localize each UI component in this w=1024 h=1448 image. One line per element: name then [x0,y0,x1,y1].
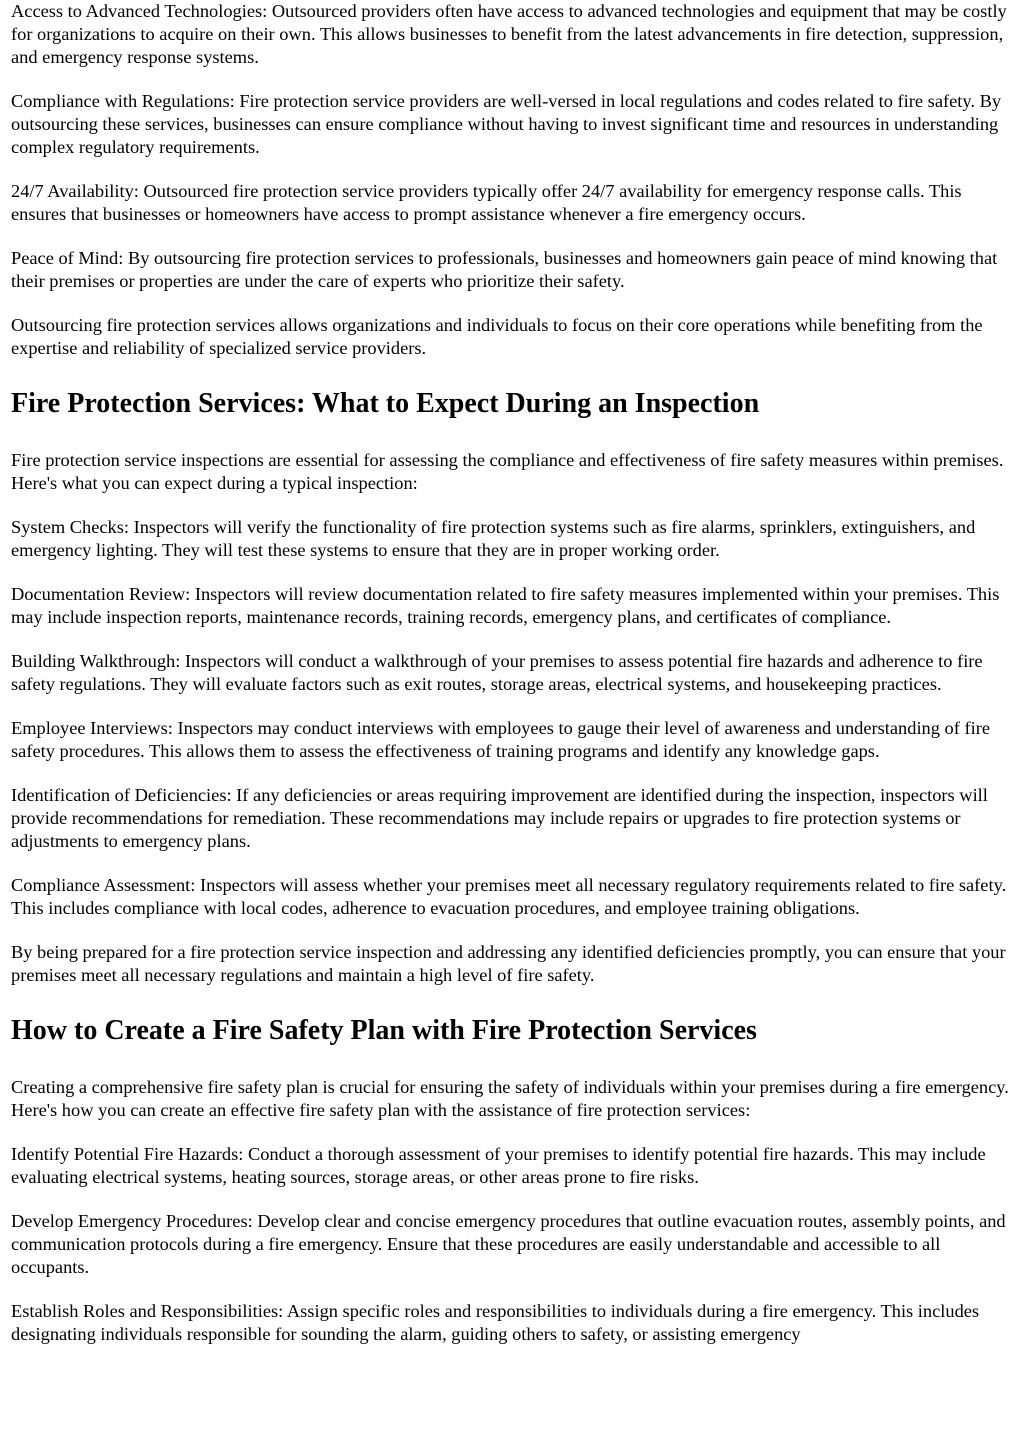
paragraph-inspection-summary: By being prepared for a fire protection service inspection and addressing any identified deficiencies promptly, you can ensure that your premises meet all necessary regulations and maintain a high level of fire safety. [11,942,1006,985]
paragraph-identify-hazards: Identify Potential Fire Hazards: Conduct a thorough assessment of your premises to identify potential fire hazards. This may include evaluating electrical systems, heating sources, storage areas, or other areas prone to fire risks. [11,1144,986,1187]
paragraph-building-walkthrough: Building Walkthrough: Inspectors will conduct a walkthrough of your premises to assess potential fire hazards and adherence to fire safety regulations. They will evaluate factors such as exit routes, storage areas, electrical systems, and housekeeping practices. [11,651,983,694]
paragraph-roles-responsibilities: Establish Roles and Responsibilities: Assign specific roles and responsibilities to individuals during a fire emergency. This includes designating individuals responsible for sounding the alarm, guiding others to safety, or assisting emergency [11,1301,980,1344]
paragraph-peace-of-mind: Peace of Mind: By outsourcing fire protection services to professionals, businesses and homeowners gain peace of mind knowing that their premises or properties are under the care of experts who prioritize their safety. [11,248,998,291]
paragraph-outsourcing-summary: Outsourcing fire protection services allows organizations and individuals to focus on their core operations while benefiting from the expertise and reliability of specialized service providers. [11,315,983,358]
heading-fire-safety-plan: How to Create a Fire Safety Plan with Fire Protection Services [11,1015,757,1046]
paragraph-documentation-review: Documentation Review: Inspectors will review documentation related to fire safety measures implemented within your premises. This may include inspection reports, maintenance records, training records, emergency plans, and certificates of compliance. [11,584,1000,627]
paragraph-emergency-procedures: Develop Emergency Procedures: Develop clear and concise emergency procedures that outline evacuation routes, assembly points, and communication protocols during a fire emergency. Ensure that these procedures are easily understandable and accessible to all occupants. [11,1211,1006,1277]
paragraph-plan-intro: Creating a comprehensive fire safety plan is crucial for ensuring the safety of individuals within your premises during a fire emergency. Here's how you can create an effective fire safety plan with the assistance of fire protection services: [11,1077,1009,1120]
paragraph-identification-deficiencies: Identification of Deficiencies: If any deficiencies or areas requiring improvement are identified during the inspection, inspectors will provide recommendations for remediation. These recommendations may include repairs or upgrades to fire protection systems or adjustments to emergency plans. [11,785,988,851]
paragraph-employee-interviews: Employee Interviews: Inspectors may conduct interviews with employees to gauge their level of awareness and understanding of fire safety procedures. This allows them to assess the effectiveness of training programs and identify any knowledge gaps. [11,718,990,761]
paragraph-availability: 24/7 Availability: Outsourced fire protection service providers typically offer 24/7 availability for emergency response calls. This ensures that businesses or homeowners have access to prompt assistance whenever a fire emergency occurs. [11,181,962,224]
paragraph-compliance-regulations: Compliance with Regulations: Fire protection service providers are well-versed in local regulations and codes related to fire safety. By outsourcing these services, businesses can ensure compliance without having to invest significant time and resources in understanding complex regulatory requirements. [11,91,1002,157]
paragraph-system-checks: System Checks: Inspectors will verify the functionality of fire protection systems such as fire alarms, sprinklers, extinguishers, and emergency lighting. They will test these systems to ensure that they are in proper working order. [11,517,976,560]
paragraph-compliance-assessment: Compliance Assessment: Inspectors will assess whether your premises meet all necessary regulatory requirements related to fire safety. This includes compliance with local codes, adherence to evacuation procedures, and employee training obligations. [11,875,1007,918]
paragraph-advanced-technologies: Access to Advanced Technologies: Outsourced providers often have access to advanced technologies and equipment that may be costly for organizations to acquire on their own. This allows businesses to benefit from the latest advancements in fire detection, suppression, and emergency response systems. [11,1,1007,67]
paragraph-inspection-intro: Fire protection service inspections are essential for assessing the compliance and effectiveness of fire safety measures within premises. Here's what you can expect during a typical inspection: [11,450,1004,493]
heading-inspection: Fire Protection Services: What to Expect During an Inspection [11,388,760,419]
